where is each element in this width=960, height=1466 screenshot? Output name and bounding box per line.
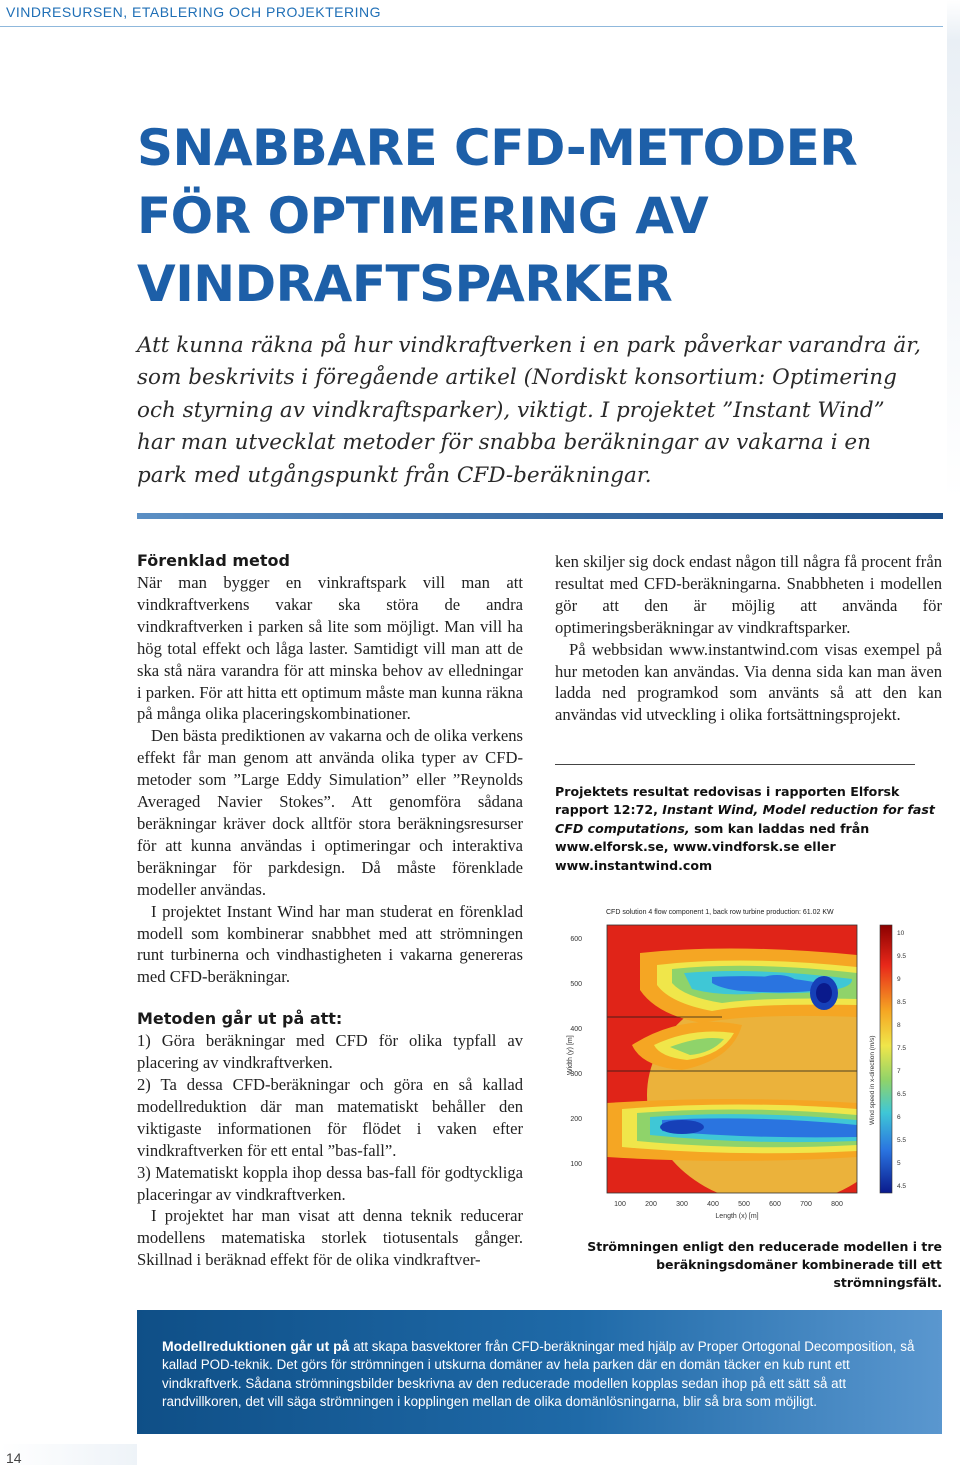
colorbar-tick: 7.5	[897, 1045, 907, 1052]
report-rule	[555, 764, 915, 765]
colorbar-tick: 9	[897, 976, 901, 983]
section-label: VINDRESURSEN, ETABLERING OCH PROJEKTERING	[6, 4, 381, 20]
page-number: 14	[6, 1450, 22, 1466]
separator-rule	[137, 513, 943, 519]
colorbar-tick: 10	[897, 930, 905, 937]
heading-metoden: Metoden går ut på att:	[137, 1009, 343, 1029]
y-tick-label: 500	[570, 981, 582, 988]
paragraph: I projektet har man visat att denna teknik reducerar modellens matematiska storlek tiotusentals gånger. Skillnad i beräknad effekt för de olika vindkraftver-	[137, 1206, 523, 1270]
colorbar-label: Wind speed in x-direction (m/s)	[869, 1035, 876, 1125]
x-tick-label: 700	[800, 1201, 812, 1208]
info-box-text: att skapa basvektorer från CFD-beräkningar med hjälp av Proper Ortogonal Decomposition, så kallad POD-teknik. Det görs för strömningen i utskurna domäner av hela parken där en domän täcker en kub runt ett vindkraftverk. Sådana strömningsbilder beskrivna av den reducerade modellen kopplas sedan ihop på ett sätt så att randvillkoren, det vill säga strömningen i kopplingen mellan de olika domänlösningarna, blir så bra som möjligt.	[162, 1339, 915, 1410]
report-text-c: som kan laddas ned från www.elforsk.se, www.vindforsk.se eller www.instantwind.com	[555, 820, 870, 873]
header-rule	[0, 26, 943, 27]
info-box	[137, 1310, 942, 1434]
heading-forenklad-metod: Förenklad metod	[137, 551, 290, 570]
title-line-3: VINDRAFTSPARKER	[137, 255, 673, 313]
title-line-2: FÖR OPTIMERING AV	[137, 187, 709, 245]
x-tick-label: 600	[769, 1201, 781, 1208]
paragraph: Den bästa prediktionen av vakarna och de olika verkens effekt får man genom att använda olika typer av CFD-metoder som ”Large Eddy Simulation” eller ”Reynolds Averaged Navier Stokes”. Att genomföra sådana beräkningar kräver dock alltför stora beräkningsresurser för att kunna användas i optimeringar och interaktiva beräkningar för parkdesign. Då måste förenklade modeller användas.	[137, 726, 523, 899]
list-item: 2) Ta dessa CFD-beräkningar och göra en så kallad modellreduktion där man matematiskt behåller den viktigaste informationen för flödet i vaken efter vindkraftverken för ett ental ”bas-fall”.	[137, 1075, 523, 1160]
colorbar	[880, 925, 892, 1193]
report-note	[555, 783, 942, 875]
x-tick-label: 800	[831, 1201, 843, 1208]
left-column	[137, 550, 523, 1271]
colorbar-tick: 9.5	[897, 953, 907, 960]
y-tick-label: 100	[570, 1161, 582, 1168]
colorbar-tick: 8.5	[897, 999, 907, 1006]
page-edge-band	[947, 0, 960, 1465]
x-tick-label: 400	[707, 1201, 719, 1208]
x-tick-label: 100	[614, 1201, 626, 1208]
x-tick-label: 500	[738, 1201, 750, 1208]
y-tick-label: 300	[570, 1071, 582, 1078]
article-title	[137, 114, 937, 318]
info-box-lead: Modellreduktionen går ut på	[162, 1338, 350, 1354]
paragraph: På webbsidan www.instantwind.com visas exempel på hur metoden kan användas. Via denna sida kan man även ladda ned programkod som använts så att den kan användas vid utveckling i olika fortsättningsprojekt.	[555, 639, 942, 725]
report-text-a: Projektets resultat redovisas i rapporten Elforsk rapport 12:72,	[555, 784, 900, 818]
lead-paragraph: Att kunna räkna på hur vindkraftverken i en park påverkar varandra är, som beskrivits i föregående artikel (Nordiskt konsortium: Optimering och styrning av vindkraftsparker), viktigt. I projektet ”Instant Wind” har man utvecklat metoder för snabba beräkningar av vakarna i en park med utgångspunkt från CFD-beräkningar.	[137, 333, 921, 488]
y-tick-label: 400	[570, 1026, 582, 1033]
colorbar-tick: 8	[897, 1022, 901, 1029]
paragraph: ken skiljer sig dock endast någon till några få procent från resultat med CFD-beräkningarna. Snabbheten i modellen gör att den är möjlig att använda för optimeringsberäkningar av vindkraftsparker.	[555, 552, 942, 637]
right-column	[555, 551, 942, 726]
list-item: 1) Göra beräkningar med CFD för olika typfall av placering av vindkraftverken.	[137, 1031, 523, 1073]
figure-title: CFD solution 4 flow component 1, back row turbine production: 61.02 KW	[606, 909, 834, 916]
paragraph: I projektet Instant Wind har man studerat en förenklad modell som kombinerar snabbhet med att strömningen runt turbinerna och vindhastigheten i vakarna genereras med CFD-beräkningar.	[137, 901, 523, 987]
colorbar-tick: 5	[897, 1160, 901, 1167]
paragraph: När man bygger en vinkraftspark vill man att vindkraftverkens vakar ska störa de andra vindkraftverken i parken så lite som möjligt. Man vill ha hög total effekt och låga laster. Samtidigt vill man att de ska stå nära varandra för att minska behov av elledningar i parken. För att hitta ett optimum måste man kunna räkna på många olika placeringskombinationer.	[137, 573, 523, 724]
colorbar-tick: 5.5	[897, 1137, 907, 1144]
report-title: Instant Wind, Model reduction for fast CFD computations,	[555, 802, 935, 836]
x-tick-label: 300	[676, 1201, 688, 1208]
colorbar-tick: 4.5	[897, 1183, 907, 1190]
figure-caption: Strömningen enligt den reducerade modellen i tre beräkningsdomäner kombinerade till ett strömningsfält.	[587, 1239, 942, 1290]
list-item: 3) Matematiskt koppla ihop dessa bas-fall för godtyckliga placeringar av vindkraftverken.	[137, 1162, 523, 1204]
colorbar-tick: 6	[897, 1114, 901, 1121]
cfd-figure	[562, 895, 942, 1225]
colorbar-tick: 6.5	[897, 1091, 907, 1098]
x-axis-label: Length (x) [m]	[715, 1213, 759, 1220]
y-tick-label: 200	[570, 1116, 582, 1123]
colorbar-tick: 7	[897, 1068, 901, 1075]
y-axis-label: Width (y) [m]	[567, 1035, 574, 1075]
x-tick-label: 200	[645, 1201, 657, 1208]
title-line-1: SNABBARE CFD-METODER	[137, 119, 858, 177]
y-tick-label: 600	[570, 936, 582, 943]
